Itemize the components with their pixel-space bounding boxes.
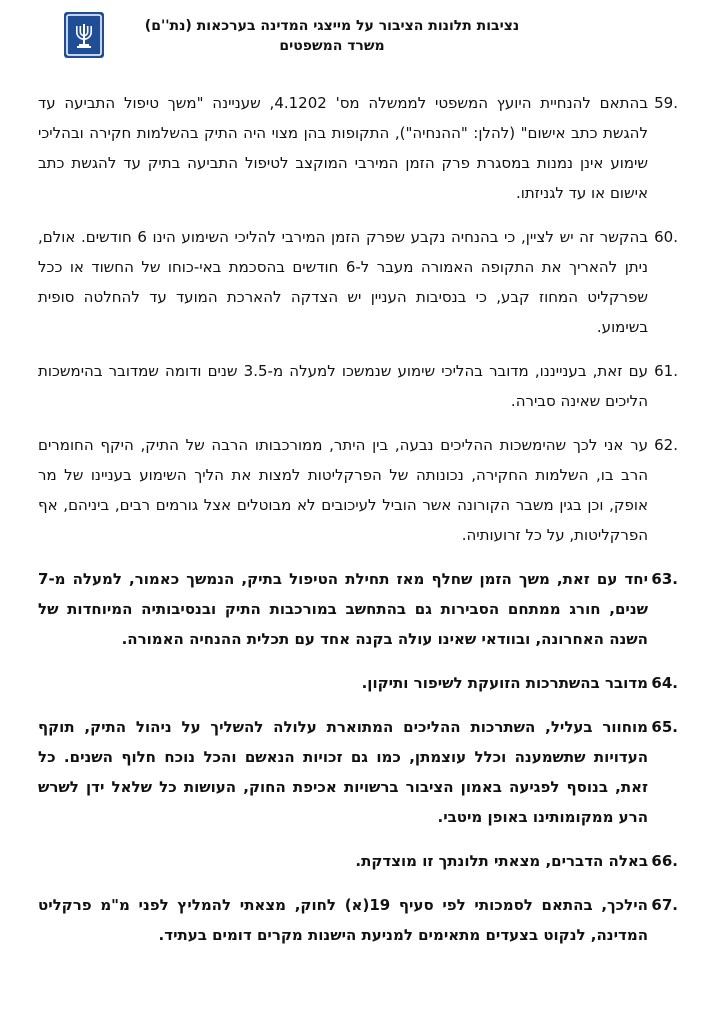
commission-name: נציבות תלונות הציבור על מייצגי המדינה בערכאות (נת''ם): [144, 18, 520, 34]
paragraph-number: 62.: [654, 436, 678, 454]
paragraph-64: [38, 668, 678, 698]
paragraph-number: 67.: [651, 896, 678, 914]
paragraph-59: [38, 88, 678, 208]
ministry-name: משרד המשפטים: [279, 38, 385, 54]
paragraph-number: 66.: [651, 852, 678, 870]
paragraph-number: 64.: [651, 674, 678, 692]
paragraph-61: [38, 356, 678, 416]
paragraph-text: יחד עם זאת, משך הזמן שחלף מאז תחילת הטיפול בתיק, הנמשך כאמור, למעלה מ-7 שנים, חורג ממתחם הסבירות גם בהתחשב במורכבות התיק ובנסיבותיה המיוחדות של השנה האחרונה, ובוודאי שאינו עולה בקנה אחד עם תכלית ההנחיה האמורה.: [38, 570, 648, 648]
paragraph-text: הילכך, בהתאם לסמכותי לפי סעיף 19(א) לחוק, מצאתי להמליץ לפני מ"מ פרקליט המדינה, לנקוט בצעדים מתאימים למניעת הישנות מקרים דומים בעתיד.: [38, 896, 648, 944]
paragraph-number: 60.: [654, 228, 678, 246]
paragraph-66: [38, 846, 678, 876]
paragraph-62: [38, 430, 678, 550]
paragraph-number: 61.: [654, 362, 678, 380]
paragraph-text: מוחוור בעליל, השתרכות ההליכים המתוארת עלולה להשליך על ניהול התיק, תוקף העדויות שתשמענה וכלל עוצמתן, כמו גם זכויות הנאשם והכל נוכח חלוף השנים. כל זאת, בנוסף לפגיעה באמון הציבור ברשויות אכיפת החוק, העושות כל שלאל ידן לשרש הרע ממקומותינו באופן מיטבי.: [38, 718, 648, 826]
letterhead: [0, 8, 712, 68]
paragraph-text: בהקשר זה יש לציין, כי בהנחיה נקבע שפרק הזמן המירבי להליכי השימוע הינו 6 חודשים. אולם, ניתן להאריך את התקופה האמורה מעבר ל-6 חודשים בהסכמת באי-כוחו של החשוד או ככל שפרקליט המחוז קבע, כי בנסיבות העניין יש הצדקה להארכת המועד עד להחלטה סופית בשימוע.: [38, 228, 648, 336]
paragraph-text: בהתאם להנחיית היועץ המשפטי לממשלה מס' 4.1202, שעניינה "משך טיפול התביעה עד להגשת כתב אישום" (להלן: "ההנחיה"), התקופות בהן מצוי היה התיק בהשלמות חקירה ובהליכי שימוע אינן נמנות במסגרת פרק הזמן המירבי המוקצב לטיפול התביעה בתיק עד להגשת כתב אישום או עד לגניזתו.: [38, 94, 648, 202]
paragraph-text: ער אני לכך שהימשכות ההליכים נבעה, בין היתר, ממורכבותו הרבה של התיק, היקף החומרים הרב בו, השלמות החקירה, נכונותה של הפרקליטות למצות את הליך השימוע בעניינו של מר אופק, וכן בגין משבר הקורונה אשר הוביל לעיכובים לא מבוטלים אצל גורמים רבים, ביניהם, אף הפרקליטות, על כל זרועותיה.: [38, 436, 648, 544]
paragraph-67: [38, 890, 678, 950]
ministry-header: [142, 16, 522, 56]
paragraph-number: 59.: [654, 94, 678, 112]
paragraph-60: [38, 222, 678, 342]
paragraph-text: מדובר בהשתרכות הזועקת לשיפור ותיקון.: [361, 674, 648, 692]
state-emblem-icon: [64, 12, 104, 58]
paragraph-text: באלה הדברים, מצאתי תלונתך זו מוצדקת.: [355, 852, 648, 870]
paragraph-65: [38, 712, 678, 832]
document-body: [38, 88, 678, 964]
paragraph-number: 65.: [651, 718, 678, 736]
paragraph-number: 63.: [651, 570, 678, 588]
paragraph-text: עם זאת, בענייננו, מדובר בהליכי שימוע שנמשכו למעלה מ-3.5 שנים ודומה שמדובר בהימשכות הליכים שאינה סבירה.: [38, 362, 648, 410]
paragraph-63: [38, 564, 678, 654]
